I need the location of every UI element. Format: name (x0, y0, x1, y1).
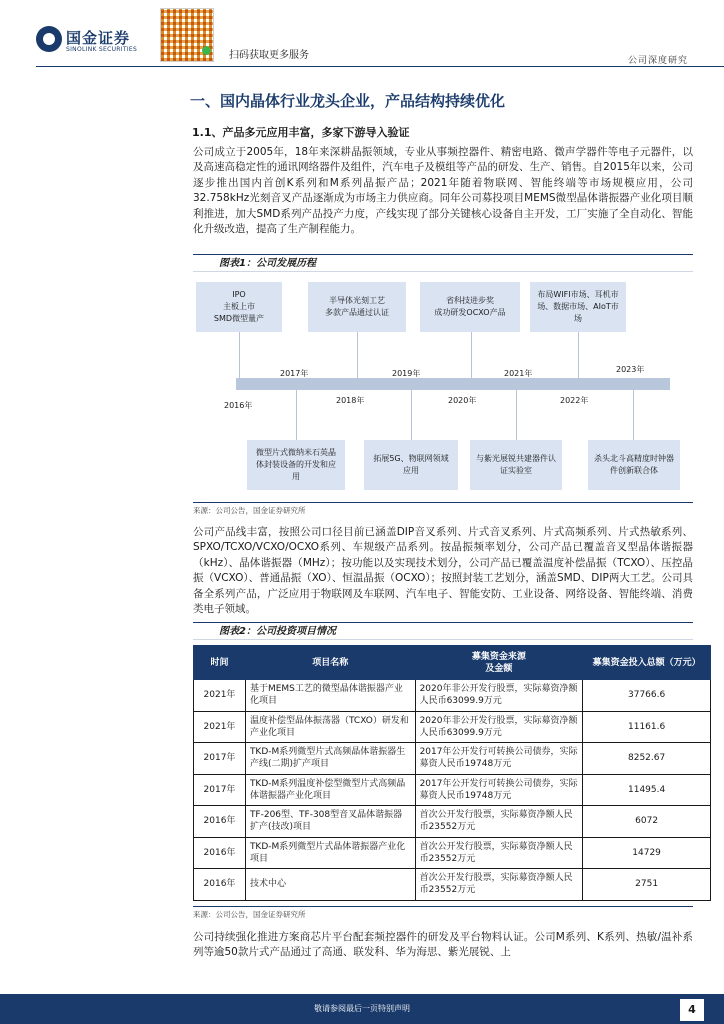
paragraph-platform-certification: 公司持续强化推进方案商芯片平台配套频控器件的研发及平台物料认证。公司M系列、K系列、热敏/温补系列等逾50款片式产品通过了高通、联发科、华为海思、紫光展锐、上 (193, 931, 693, 959)
paragraph-product-lines: 公司产品线丰富，按照公司口径目前已涵盖DIP音叉系列、片式音叉系列、片式高频系列、片式热敏系列、SPXO/TCXO/VCXO/OCXO系列、车规级产品系列。按晶振频率划分，公司产品已覆盖音叉型晶体谐振器（kHz）、晶体谐振器（MHz）；按功能以及实现技术划分，公司产品已覆盖温度补偿晶振（TCXO）、压控晶振（VCXO）、普通晶振（XO）、恒温晶振（OCXO）；按照封装工艺划分，涵盖SMD、DIP两大工艺。公司具备全系列产品，广泛应用于物联网及车联网、汽车电子、智能安防、工业设备、网络设备、智能终端、消费类电子领域。 (193, 526, 693, 616)
cell-amount: 11495.4 (583, 774, 711, 806)
cell-funding-source: 首次公开发行股票，实际募资净额人民币23552万元 (415, 806, 583, 838)
connector-line (411, 385, 412, 445)
page-number: 4 (680, 999, 704, 1021)
connector-line (296, 385, 297, 445)
column-header: 募集资金来源 及金额 (415, 646, 583, 680)
cell-year: 2021年 (194, 711, 246, 743)
cell-year: 2016年 (194, 806, 246, 838)
table-row (194, 774, 711, 806)
section-subtitle: 1.1、产品多元应用丰富，多家下游导入验证 (192, 126, 410, 139)
paragraph-company-intro: 公司成立于2005年，18年来深耕晶振领域，专业从事频控器件、精密电路、微声学器件等电子元器件，以及高速高稳定性的通讯网络器件及组件，汽车电子及模组等产品的研发、生产、销售。自2015年以来，公司逐步推出国内首创K系列和M系列晶振产品；2021年随着物联网、智能终端等市场规模应用，公司32.758kHz光刻音叉产品逐渐成为市场主力供应商。同年公司募投项目MEMS微型晶体谐振器产业化项目顺利推进，加大SMD系列产品投产力度，产线实现了部分关键核心设备自主开发，工厂实施了全自动化、智能化升级改造，提高了生产制程能力。 (193, 146, 693, 236)
table-row (194, 680, 711, 712)
cell-amount: 37766.6 (583, 680, 711, 712)
table-row (194, 869, 711, 901)
table-row (194, 743, 711, 775)
timeline-event-2021-bottom: 与紫光展锐共建器件认证实验室 (470, 440, 562, 490)
cell-amount: 14729 (583, 837, 711, 869)
year-label: 2021年 (504, 369, 533, 378)
cell-project: 技术中心 (245, 869, 415, 901)
report-type: 公司深度研究 (627, 56, 688, 66)
cell-amount: 11161.6 (583, 711, 711, 743)
year-label: 2016年 (224, 401, 253, 410)
cell-year: 2016年 (194, 837, 246, 869)
cell-funding-source: 2020年非公开发行股票，实际募资净额人民币63099.9万元 (415, 711, 583, 743)
brand-name-cn: 国金证券 (66, 29, 131, 47)
cell-year: 2021年 (194, 680, 246, 712)
timeline-axis (236, 378, 670, 390)
scan-prompt: 扫码获取更多服务 (229, 50, 309, 61)
cell-funding-source: 2017年公开发行可转换公司债券，实际募资人民币19748万元 (415, 743, 583, 775)
brand-name-en: SINOLINK SECURITIES (66, 46, 138, 53)
figure2-source: 来源：公司公告，国金证券研究所 (193, 906, 693, 920)
disclaimer-link[interactable]: 敬请参阅最后一页特别声明 (314, 1004, 410, 1013)
timeline-event-2023-bottom: 杀头北斗高精度时钟器件创新联合体 (588, 440, 680, 490)
figure2-title: 图表2：公司投资项目情况 (193, 622, 693, 640)
timeline-event-2019-bottom: 拓展5G、物联网领域应用 (364, 440, 458, 490)
year-label: 2022年 (560, 396, 589, 405)
cell-amount: 6072 (583, 806, 711, 838)
brand-logo-icon (36, 26, 62, 52)
timeline-event-2020-top: 省科技进步奖 成功研发OCXO产品 (420, 282, 520, 332)
cell-project: TKD-M系列微型片式高频晶体谐振器生产线(二期)扩产项目 (245, 743, 415, 775)
year-label: 2017年 (280, 369, 309, 378)
year-label: 2018年 (336, 396, 365, 405)
timeline-event-2017-bottom: 微型片式微纳米石英晶体封装设备的开发和应用 (247, 440, 345, 490)
cell-funding-source: 首次公开发行股票，实际募资净额人民币23552万元 (415, 869, 583, 901)
table-header-row (194, 646, 711, 680)
cell-project: TF-206型、TF-308型音叉晶体谐振器扩产(技改)项目 (245, 806, 415, 838)
table-row (194, 806, 711, 838)
header-divider (36, 66, 724, 67)
connector-line (633, 385, 634, 445)
table-row (194, 837, 711, 869)
timeline-event-2018-top: 半导体光刻工艺 多款产品通过认证 (308, 282, 406, 332)
cell-year: 2016年 (194, 869, 246, 901)
cell-amount: 8252.67 (583, 743, 711, 775)
cell-funding-source: 2020年非公开发行股票，实际募资净额人民币63099.9万元 (415, 680, 583, 712)
figure1-source: 来源：公司公告，国金证券研究所 (193, 502, 693, 516)
cell-funding-source: 首次公开发行股票，实际募资净额人民币23552万元 (415, 837, 583, 869)
year-label: 2023年 (616, 365, 645, 374)
connector-line (516, 385, 517, 445)
cell-project: 基于MEMS工艺的微型晶体谐振器产业化项目 (245, 680, 415, 712)
timeline-event-2022-top: 布局WIFI市场、耳机市场、数据市场、AIoT市场 (530, 282, 626, 332)
cell-amount: 2751 (583, 869, 711, 901)
wechat-badge-icon (202, 46, 211, 55)
column-header: 募集资金投入总额（万元） (583, 646, 711, 680)
section-title: 一、国内晶体行业龙头企业，产品结构持续优化 (190, 92, 506, 110)
column-header: 时间 (194, 646, 246, 680)
cell-project: TKD-M系列温度补偿型微型片式高频晶体谐振器产业化项目 (245, 774, 415, 806)
timeline-event-2016-top: IPO 主板上市 SMD微型量产 (196, 282, 282, 332)
column-header: 项目名称 (245, 646, 415, 680)
cell-year: 2017年 (194, 774, 246, 806)
cell-project: 温度补偿型晶体振荡器（TCXO）研发和产业化项目 (245, 711, 415, 743)
year-label: 2020年 (448, 396, 477, 405)
cell-project: TKD-M系列微型片式晶体谐振器产业化项目 (245, 837, 415, 869)
cell-funding-source: 2017年公开发行可转换公司债券，实际募资人民币19748万元 (415, 774, 583, 806)
cell-year: 2017年 (194, 743, 246, 775)
figure1-title: 图表1：公司发展历程 (193, 254, 693, 272)
investment-table (193, 645, 711, 901)
year-label: 2019年 (392, 369, 421, 378)
table-row (194, 711, 711, 743)
